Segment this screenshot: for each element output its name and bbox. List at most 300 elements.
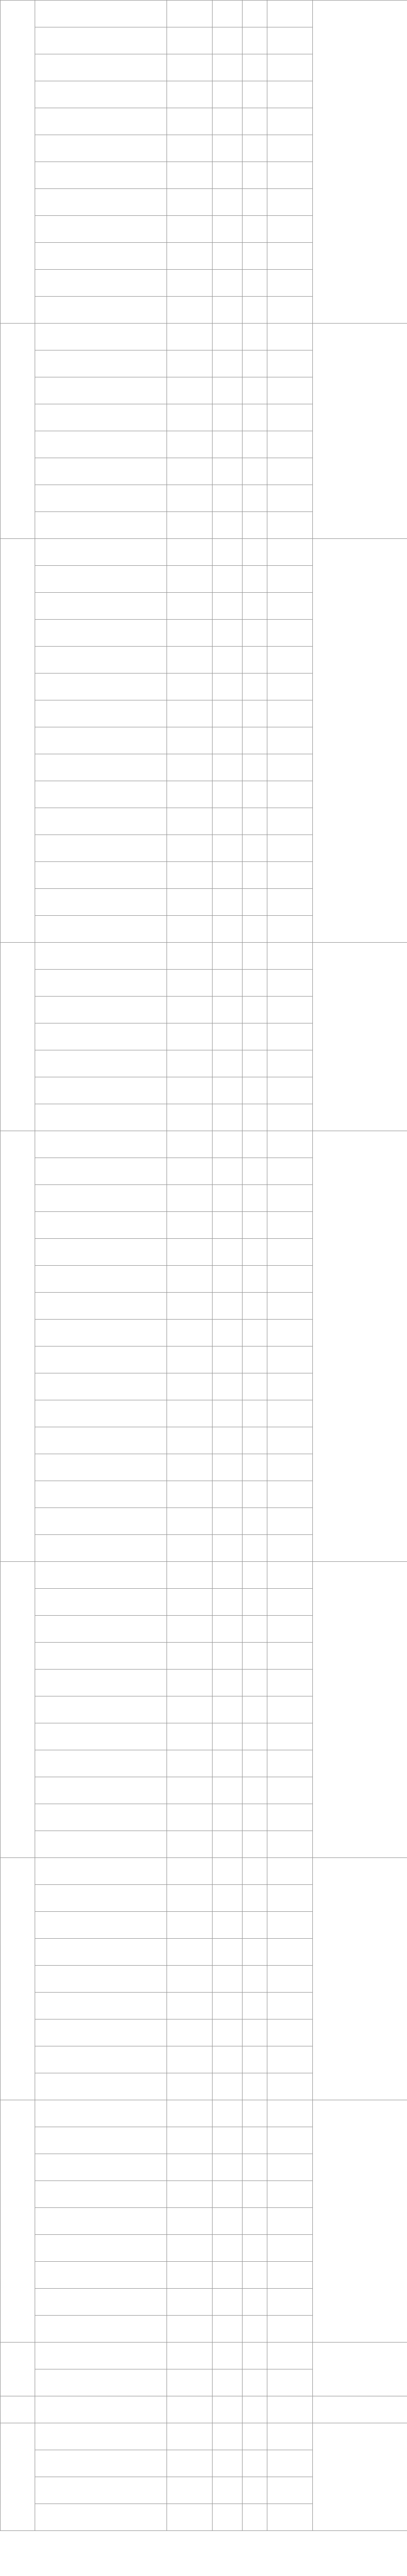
table-cell: [35, 2369, 167, 2396]
table-cell: [213, 835, 243, 862]
table-cell: [35, 2343, 167, 2369]
table-cell: [243, 2019, 267, 2046]
table-cell: [213, 431, 243, 458]
table-cell: [213, 1670, 243, 1696]
table-cell: [167, 54, 213, 81]
table-cell: [243, 270, 267, 297]
table-cell: [35, 1939, 167, 1966]
table-cell: [267, 1454, 313, 1481]
table-cell: [243, 1912, 267, 1939]
table-cell: [243, 2504, 267, 2531]
table-cell: [267, 1723, 313, 1750]
table-cell: [267, 1750, 313, 1777]
table-cell: [35, 2046, 167, 2073]
table-cell: [167, 1723, 213, 1750]
table-cell: [213, 1858, 243, 1885]
table-cell: [35, 1185, 167, 1212]
table-cell: [267, 1939, 313, 1966]
table-cell: [167, 1077, 213, 1104]
table-cell: [35, 808, 167, 835]
table-cell: [167, 593, 213, 620]
responsible-unit-cell: [313, 2343, 407, 2396]
table-cell: [213, 1212, 243, 1239]
table-cell: [167, 1562, 213, 1589]
table-cell: [213, 889, 243, 916]
table-cell: [35, 270, 167, 297]
table-cell: [167, 2504, 213, 2531]
table-cell: [267, 2019, 313, 2046]
table-cell: [267, 2262, 313, 2289]
table-cell: [267, 2504, 313, 2531]
table-cell: [35, 1750, 167, 1777]
table-cell: [267, 1562, 313, 1589]
table-cell: [243, 889, 267, 916]
table-cell: [267, 700, 313, 727]
region-cell: [1, 943, 35, 1131]
table-cell: [213, 2450, 243, 2477]
table-cell: [213, 1777, 243, 1804]
table-row: [1, 1, 407, 27]
table-cell: [267, 916, 313, 943]
table-cell: [267, 2127, 313, 2154]
table-cell: [167, 1131, 213, 1158]
table-cell: [213, 485, 243, 512]
table-cell: [213, 1293, 243, 1320]
table-cell: [167, 539, 213, 566]
table-cell: [35, 1966, 167, 1993]
table-cell: [35, 1346, 167, 1373]
table-cell: [243, 1185, 267, 1212]
table-row: [1, 943, 407, 970]
table-cell: [267, 1804, 313, 1831]
table-cell: [213, 1185, 243, 1212]
table-cell: [243, 593, 267, 620]
table-cell: [213, 189, 243, 216]
table-cell: [35, 81, 167, 108]
table-cell: [243, 916, 267, 943]
table-cell: [35, 1804, 167, 1831]
table-cell: [267, 1966, 313, 1993]
table-cell: [167, 2423, 213, 2450]
table-cell: [267, 1400, 313, 1427]
table-cell: [267, 2316, 313, 2343]
table-cell: [35, 1023, 167, 1050]
table-cell: [167, 754, 213, 781]
table-cell: [267, 377, 313, 404]
table-cell: [243, 997, 267, 1023]
table-cell: [267, 1508, 313, 1535]
table-cell: [35, 1131, 167, 1158]
table-cell: [35, 1723, 167, 1750]
table-cell: [167, 512, 213, 539]
table-cell: [167, 189, 213, 216]
table-cell: [167, 1885, 213, 1912]
table-cell: [267, 2046, 313, 2073]
table-cell: [243, 539, 267, 566]
table-cell: [267, 781, 313, 808]
table-cell: [35, 1616, 167, 1643]
table-cell: [243, 1993, 267, 2019]
table-cell: [167, 27, 213, 54]
table-cell: [167, 2019, 213, 2046]
table-cell: [267, 1023, 313, 1050]
table-cell: [167, 1320, 213, 1346]
table-cell: [213, 754, 243, 781]
table-cell: [35, 1104, 167, 1131]
table-cell: [267, 2100, 313, 2127]
table-cell: [35, 54, 167, 81]
table-cell: [167, 2477, 213, 2504]
table-cell: [213, 1804, 243, 1831]
table-cell: [213, 647, 243, 674]
table-cell: [35, 1589, 167, 1616]
table-cell: [213, 2046, 243, 2073]
table-cell: [167, 2396, 213, 2423]
table-cell: [167, 1589, 213, 1616]
table-cell: [243, 1831, 267, 1858]
table-cell: [35, 2208, 167, 2235]
responsible-unit-cell: [313, 2396, 407, 2423]
table-cell: [243, 970, 267, 997]
table-cell: [213, 566, 243, 593]
table-row: [1, 324, 407, 350]
table-cell: [267, 1427, 313, 1454]
table-cell: [243, 1535, 267, 1562]
table-cell: [35, 431, 167, 458]
table-cell: [167, 997, 213, 1023]
table-cell: [167, 1, 213, 27]
table-cell: [213, 2504, 243, 2531]
table-cell: [35, 2262, 167, 2289]
table-cell: [243, 781, 267, 808]
table-cell: [267, 512, 313, 539]
table-cell: [35, 2289, 167, 2316]
table-cell: [167, 862, 213, 889]
table-cell: [267, 1589, 313, 1616]
table-cell: [267, 108, 313, 135]
table-cell: [35, 216, 167, 243]
table-cell: [35, 2127, 167, 2154]
table-cell: [167, 1750, 213, 1777]
table-cell: [213, 1993, 243, 2019]
table-cell: [167, 324, 213, 350]
table-cell: [243, 1885, 267, 1912]
table-cell: [167, 916, 213, 943]
region-cell: [1, 1562, 35, 1858]
table-cell: [213, 216, 243, 243]
table-cell: [213, 2262, 243, 2289]
table-cell: [35, 1562, 167, 1589]
table-cell: [213, 916, 243, 943]
table-cell: [267, 1212, 313, 1239]
table-cell: [267, 135, 313, 162]
table-cell: [35, 593, 167, 620]
table-cell: [213, 808, 243, 835]
table-cell: [35, 943, 167, 970]
table-cell: [267, 727, 313, 754]
table-cell: [213, 350, 243, 377]
table-cell: [243, 2450, 267, 2477]
table-cell: [267, 1077, 313, 1104]
table-cell: [167, 108, 213, 135]
table-cell: [267, 997, 313, 1023]
table-cell: [35, 1508, 167, 1535]
table-cell: [267, 243, 313, 270]
table-cell: [213, 1481, 243, 1508]
table-cell: [243, 943, 267, 970]
table-cell: [243, 2127, 267, 2154]
table-cell: [167, 1212, 213, 1239]
table-cell: [213, 2369, 243, 2396]
table-cell: [213, 727, 243, 754]
table-cell: [35, 324, 167, 350]
table-cell: [167, 1508, 213, 1535]
table-cell: [167, 674, 213, 700]
table-cell: [167, 162, 213, 189]
table-cell: [243, 1616, 267, 1643]
table-cell: [167, 2100, 213, 2127]
responsible-unit-cell: [313, 943, 407, 1131]
table-cell: [35, 1831, 167, 1858]
table-cell: [35, 620, 167, 647]
table-cell: [35, 1373, 167, 1400]
table-cell: [213, 1696, 243, 1723]
table-body: [1, 1, 407, 2531]
table-cell: [267, 2073, 313, 2100]
table-cell: [35, 1427, 167, 1454]
table-cell: [267, 270, 313, 297]
table-cell: [167, 2450, 213, 2477]
table-cell: [213, 1400, 243, 1427]
table-cell: [243, 297, 267, 324]
table-cell: [243, 1589, 267, 1616]
table-cell: [243, 2181, 267, 2208]
table-cell: [167, 727, 213, 754]
table-cell: [35, 2154, 167, 2181]
table-cell: [35, 377, 167, 404]
table-cell: [213, 539, 243, 566]
table-cell: [213, 1750, 243, 1777]
table-cell: [35, 1212, 167, 1239]
table-cell: [267, 1912, 313, 1939]
table-cell: [267, 458, 313, 485]
table-cell: [213, 2396, 243, 2423]
table-cell: [243, 189, 267, 216]
table-cell: [167, 485, 213, 512]
table-cell: [243, 1858, 267, 1885]
table-cell: [213, 1589, 243, 1616]
table-cell: [213, 135, 243, 162]
table-cell: [167, 2235, 213, 2262]
table-cell: [213, 2100, 243, 2127]
table-cell: [267, 754, 313, 781]
table-cell: [243, 404, 267, 431]
table-cell: [243, 1508, 267, 1535]
table-cell: [35, 1777, 167, 1804]
table-row: [1, 539, 407, 566]
table-cell: [243, 647, 267, 674]
table-cell: [167, 1239, 213, 1266]
table-cell: [167, 2154, 213, 2181]
table-cell: [167, 2181, 213, 2208]
table-cell: [243, 162, 267, 189]
table-cell: [35, 1293, 167, 1320]
table-cell: [243, 1966, 267, 1993]
table-cell: [243, 2100, 267, 2127]
table-cell: [35, 1320, 167, 1346]
table-cell: [213, 1966, 243, 1993]
table-cell: [267, 1346, 313, 1373]
region-cell: [1, 324, 35, 539]
table-cell: [267, 485, 313, 512]
table-cell: [167, 1858, 213, 1885]
table-cell: [243, 2208, 267, 2235]
table-cell: [35, 512, 167, 539]
table-cell: [243, 808, 267, 835]
table-cell: [35, 647, 167, 674]
table-cell: [35, 2019, 167, 2046]
table-cell: [35, 2450, 167, 2477]
table-cell: [167, 431, 213, 458]
table-cell: [167, 1158, 213, 1185]
table-cell: [213, 1131, 243, 1158]
table-cell: [35, 539, 167, 566]
table-cell: [167, 781, 213, 808]
table-cell: [267, 162, 313, 189]
table-cell: [213, 1104, 243, 1131]
responsible-unit-cell: [313, 324, 407, 539]
table-cell: [243, 1158, 267, 1185]
table-cell: [167, 2343, 213, 2369]
table-cell: [213, 700, 243, 727]
table-cell: [213, 1912, 243, 1939]
table-cell: [167, 81, 213, 108]
table-cell: [267, 1373, 313, 1400]
table-cell: [243, 135, 267, 162]
table-cell: [213, 404, 243, 431]
table-cell: [243, 108, 267, 135]
table-cell: [35, 1239, 167, 1266]
table-cell: [35, 835, 167, 862]
table-cell: [243, 1346, 267, 1373]
table-cell: [213, 270, 243, 297]
table-cell: [267, 889, 313, 916]
table-cell: [213, 1939, 243, 1966]
table-row: [1, 2100, 407, 2127]
table-cell: [267, 835, 313, 862]
table-cell: [35, 970, 167, 997]
table-cell: [35, 189, 167, 216]
table-cell: [167, 1050, 213, 1077]
table-cell: [243, 1723, 267, 1750]
table-cell: [243, 1562, 267, 1589]
table-cell: [243, 727, 267, 754]
table-cell: [213, 1885, 243, 1912]
table-cell: [213, 1454, 243, 1481]
table-cell: [35, 1993, 167, 2019]
table-cell: [167, 270, 213, 297]
table-cell: [213, 2343, 243, 2369]
table-cell: [243, 754, 267, 781]
table-cell: [243, 1373, 267, 1400]
table-cell: [213, 943, 243, 970]
table-cell: [167, 808, 213, 835]
table-cell: [213, 862, 243, 889]
table-cell: [35, 2423, 167, 2450]
table-cell: [35, 243, 167, 270]
table-cell: [243, 2235, 267, 2262]
table-cell: [35, 2477, 167, 2504]
table-cell: [213, 1535, 243, 1562]
table-cell: [213, 243, 243, 270]
table-cell: [267, 2181, 313, 2208]
table-cell: [243, 27, 267, 54]
table-cell: [167, 1427, 213, 1454]
table-cell: [243, 1400, 267, 1427]
table-cell: [35, 916, 167, 943]
table-cell: [167, 216, 213, 243]
table-cell: [267, 431, 313, 458]
table-cell: [167, 1993, 213, 2019]
table-cell: [35, 781, 167, 808]
table-cell: [167, 2262, 213, 2289]
table-cell: [267, 2154, 313, 2181]
table-cell: [243, 2073, 267, 2100]
table-cell: [167, 1616, 213, 1643]
table-cell: [35, 1912, 167, 1939]
responsible-unit-cell: [313, 2423, 407, 2531]
table-row: [1, 2343, 407, 2369]
table-cell: [267, 2289, 313, 2316]
table-cell: [213, 1346, 243, 1373]
table-cell: [35, 674, 167, 700]
table-cell: [213, 54, 243, 81]
table-cell: [167, 297, 213, 324]
table-cell: [167, 2208, 213, 2235]
table-cell: [35, 1696, 167, 1723]
table-cell: [35, 700, 167, 727]
table-cell: [167, 1293, 213, 1320]
table-cell: [243, 1643, 267, 1670]
table-cell: [213, 1, 243, 27]
table-cell: [213, 1239, 243, 1266]
table-cell: [243, 243, 267, 270]
table-cell: [35, 1670, 167, 1696]
table-cell: [213, 2235, 243, 2262]
table-cell: [267, 2235, 313, 2262]
table-cell: [213, 1373, 243, 1400]
table-cell: [167, 1696, 213, 1723]
region-cell: [1, 2100, 35, 2343]
table-cell: [267, 1616, 313, 1643]
table-cell: [243, 1696, 267, 1723]
table-cell: [35, 2504, 167, 2531]
table-cell: [213, 1320, 243, 1346]
table-cell: [35, 350, 167, 377]
table-cell: [243, 216, 267, 243]
table-cell: [243, 1131, 267, 1158]
responsible-unit-cell: [313, 1858, 407, 2100]
table-cell: [213, 108, 243, 135]
table-cell: [167, 1373, 213, 1400]
table-cell: [267, 1535, 313, 1562]
table-cell: [267, 1185, 313, 1212]
table-cell: [213, 970, 243, 997]
table-cell: [213, 2289, 243, 2316]
table-cell: [213, 2316, 243, 2343]
table-cell: [243, 512, 267, 539]
table-cell: [267, 970, 313, 997]
